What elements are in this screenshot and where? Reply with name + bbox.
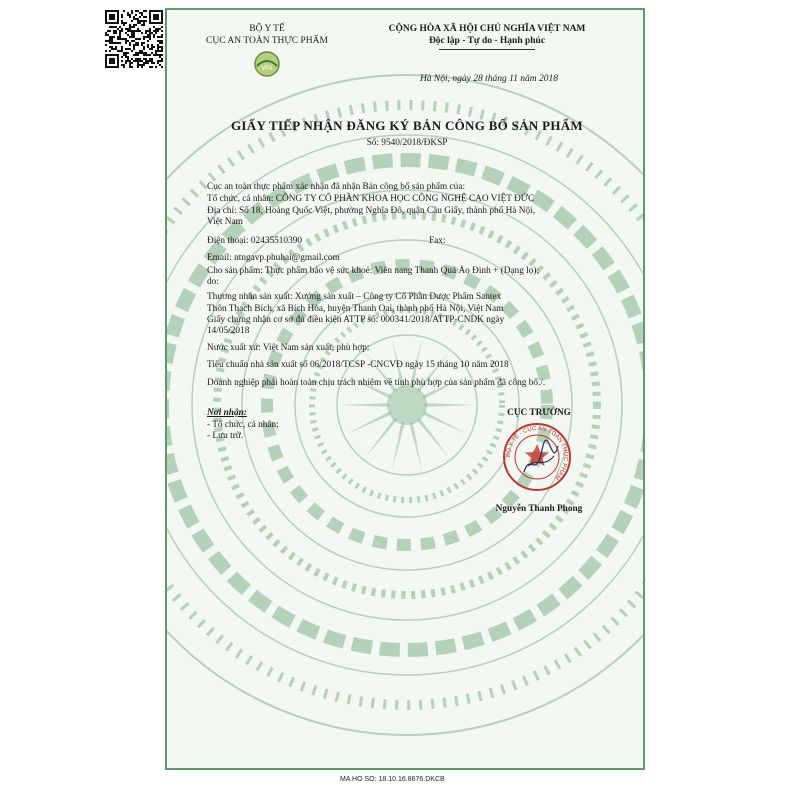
body-email: Email: ntngavp.phuhai@gmail.com [207,253,340,263]
body-intro: Cục an toàn thực phẩm xác nhận đã nhận Bản công bố sản phẩm của: [207,182,466,192]
qr-code [105,10,163,68]
document-title: GIẤY TIẾP NHẬN ĐĂNG KÝ BẢN CÔNG BỐ SẢN PHẨM [230,118,584,133]
document-number: Số: 9540/2018/ĐKSP [366,138,448,148]
national-motto: Độc lập - Tự do - Hạnh phúc [428,36,546,46]
body-responsibility: Doanh nghiệp phải hoàn toàn chịu trách nhiệm về tính phù hợp của sản phẩm đã công bố./. [207,378,546,388]
recipient-item: - Tổ chức, cá nhân; [207,420,279,430]
ministry-name: BỘ Y TẾ [249,24,285,34]
svg-text:BỘ Y TẾ · CỤC AN TOÀN THỰC PHẨ: BỘ Y TẾ · CỤC AN TOÀN THỰC PHẨM [505,425,569,481]
body-cert-line-2: 14/05/2018 [207,326,250,336]
body-origin: Nước xuất xứ: Việt Nam sản xuất, phù hợp: [207,343,370,353]
agency-name: CỤC AN TOÀN THỰC PHẨM [206,36,328,46]
body-phone: Điện thoại: 02435510390 [207,236,303,246]
body-organization: Tổ chức, cá nhân: CÔNG TY CỔ PHẦN KHOA HỌC CÔNG NGHỆ CAO VIỆT ĐỨC [207,194,535,204]
body-product-line-1: Cho sản phẩm: Thực phẩm bảo vệ sức khoẻ: Viên nang Thanh Quả Ảo Đình + (Dạng lọ); [207,266,540,276]
signer-role: CỤC TRƯỞNG [507,408,571,418]
certificate-document [165,8,645,770]
republic-name: CỘNG HÒA XÃ HỘI CHỦ NGHĨA VIỆT NAM [388,24,586,34]
official-seal [502,422,572,492]
body-address-line-2: Việt Nam [207,217,243,227]
motto-underline [439,49,535,50]
body-standard: Tiêu chuẩn nhà sản xuất số 06/2018/TCSP -CNCVĐ ngày 15 tháng 10 năm 2018 [207,360,509,370]
recipients-heading: Nơi nhận: [207,408,247,418]
body-maker-line-1: Thương nhân sản xuất: Xưởng sản xuất – Công ty Cổ Phần Dược Phẩm Santex [207,292,502,302]
body-fax: Fax: [429,236,446,246]
body-address-line-1: Địa chỉ: Số 18, Hoàng Quốc Việt, phường Nghĩa Đô, quận Cầu Giấy, thành phố Hà Nội, [207,206,536,216]
vfa-logo [253,50,281,78]
body-product-line-2: do: [207,277,219,287]
signer-name: Nguyễn Thanh Phong [495,504,583,514]
issue-date: Hà Nội, ngày 28 tháng 11 năm 2018 [419,74,559,84]
body-cert-line-1: Giấy chứng nhận cơ sở đủ điều kiện ATTP số: 000341/2018/ATTP-CNDK ngày [207,315,505,325]
dossier-code: MA HO SO: 18.10.16.8676.DKCB [340,776,445,783]
body-maker-line-2: Thôn Thạch Bích, xã Bích Hòa, huyện Thanh Oai, thành phố Hà Nội, Việt Nam [207,304,504,314]
recipient-item: - Lưu trữ. [207,431,244,441]
svg-text:VFA: VFA [261,66,273,72]
